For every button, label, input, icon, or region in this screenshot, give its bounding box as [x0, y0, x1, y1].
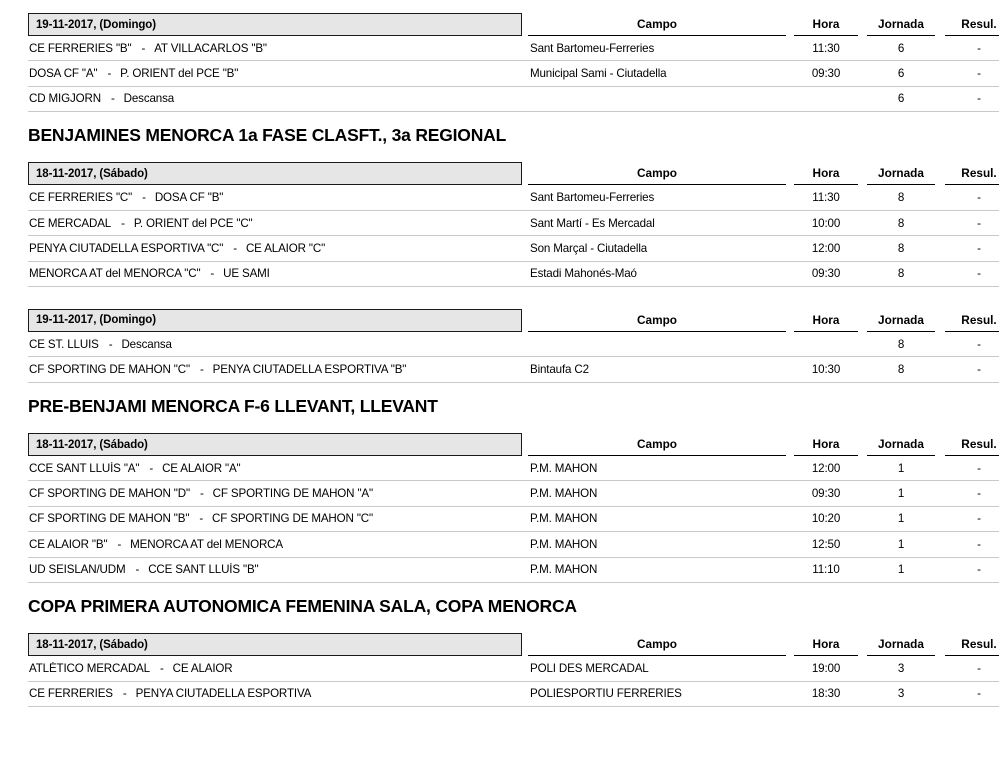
column-header-campo: Campo — [528, 17, 786, 36]
column-header-hora: Hora — [794, 166, 858, 185]
section-title: BENJAMINES MENORCA 1a FASE CLASFT., 3a REGIONAL — [28, 125, 507, 146]
section-title: PRE-BENJAMI MENORCA F-6 LLEVANT, LLEVANT — [28, 395, 438, 416]
resul-cell: - — [977, 337, 981, 351]
fixture-section — [0, 112, 999, 383]
jornada-cell: 6 — [897, 67, 905, 81]
hora-cell: 12:00 — [811, 461, 841, 475]
table-row — [28, 185, 999, 210]
jornada-cell: 8 — [897, 267, 905, 281]
match-separator: - — [121, 216, 125, 230]
home-team: CE FERRERIES "C" — [29, 191, 133, 205]
jornada-cell: 8 — [897, 191, 905, 205]
column-header-hora: Hora — [794, 17, 858, 36]
match-separator: - — [135, 563, 140, 577]
fixture-block — [0, 305, 999, 383]
away-team: Descansa — [121, 337, 172, 351]
match-separator: - — [110, 92, 115, 106]
block-spacer — [0, 287, 999, 305]
hora-cell: 10:00 — [811, 216, 841, 230]
match-separator: - — [142, 191, 146, 205]
campo-cell: P.M. MAHON — [530, 563, 598, 577]
resul-cell: - — [977, 363, 981, 377]
column-header-resul: Resul. — [945, 637, 999, 656]
fixture-block — [0, 158, 999, 287]
fixture-block — [0, 629, 999, 707]
resul-cell: - — [977, 487, 981, 501]
home-team: CF SPORTING DE MAHON "B" — [29, 512, 190, 526]
hora-cell: 09:30 — [811, 487, 841, 501]
home-team: ATLÉTICO MERCADAL — [29, 661, 150, 675]
campo-cell: Son Marçal - Ciutadella — [530, 241, 648, 255]
jornada-cell: 1 — [897, 487, 905, 501]
match-cell — [28, 538, 522, 551]
match-separator: - — [210, 267, 215, 281]
campo-cell: P.M. MAHON — [530, 512, 598, 526]
campo-cell: POLIESPORTIU FERRERIES — [530, 687, 682, 701]
resul-cell: - — [977, 687, 981, 701]
column-header-campo: Campo — [528, 166, 786, 185]
column-header-jornada: Jornada — [867, 637, 935, 656]
jornada-cell: 1 — [897, 461, 905, 475]
resul-cell: - — [977, 216, 981, 230]
table-row — [28, 36, 999, 61]
hora-cell: 18:30 — [811, 687, 841, 701]
date-header: 19-11-2017, (Domingo) — [28, 13, 522, 36]
top-spacer — [0, 0, 999, 9]
table-row — [28, 211, 999, 236]
table-row — [28, 532, 999, 557]
match-cell — [28, 512, 522, 525]
fixture-section — [0, 0, 999, 112]
jornada-cell: 8 — [897, 216, 905, 230]
column-header-jornada: Jornada — [867, 17, 935, 36]
jornada-cell: 1 — [897, 563, 905, 577]
match-separator: - — [159, 661, 164, 675]
hora-cell: 11:30 — [812, 191, 840, 205]
block-header — [0, 629, 999, 656]
match-separator: - — [149, 461, 154, 475]
match-cell — [28, 42, 522, 55]
match-cell — [28, 191, 522, 204]
home-team: CF SPORTING DE MAHON "C" — [29, 363, 190, 377]
campo-cell: Sant Bartomeu-Ferreries — [530, 41, 655, 55]
away-team: CF SPORTING DE MAHON "A" — [212, 487, 373, 501]
away-team: MENORCA AT del MENORCA — [130, 537, 283, 551]
table-row — [28, 332, 999, 357]
home-team: CE MERCADAL — [29, 216, 112, 230]
resul-cell: - — [977, 537, 981, 551]
resul-cell: - — [977, 67, 981, 81]
match-cell — [28, 338, 522, 351]
jornada-cell: 3 — [897, 661, 905, 675]
table-row — [28, 656, 999, 681]
campo-cell: P.M. MAHON — [530, 537, 598, 551]
block-header — [0, 9, 999, 36]
column-header-resul: Resul. — [945, 437, 999, 456]
resul-cell: - — [977, 563, 981, 577]
match-cell — [28, 217, 522, 230]
block-header — [0, 158, 999, 185]
away-team: AT VILLACARLOS "B" — [154, 41, 267, 55]
home-team: PENYA CIUTADELLA ESPORTIVA "C" — [29, 241, 224, 255]
jornada-cell: 3 — [897, 687, 905, 701]
table-row — [28, 357, 999, 382]
table-row — [28, 481, 999, 506]
jornada-cell: 1 — [897, 512, 905, 526]
campo-cell: Sant Martí - Es Mercadal — [530, 216, 655, 230]
jornada-cell: 6 — [897, 41, 905, 55]
resul-cell: - — [977, 41, 981, 55]
away-team: UE SAMI — [223, 267, 270, 281]
home-team: CF SPORTING DE MAHON "D" — [29, 487, 190, 501]
date-header: 18-11-2017, (Sábado) — [28, 633, 522, 656]
campo-cell: Bintaufa C2 — [530, 363, 589, 377]
campo-cell: P.M. MAHON — [530, 461, 598, 475]
fixture-rows — [0, 185, 999, 287]
home-team: CCE SANT LLUÍS "A" — [29, 461, 140, 475]
fixture-block — [0, 9, 999, 112]
block-header — [0, 429, 999, 456]
campo-cell: POLI DES MERCADAL — [530, 661, 649, 675]
resul-cell: - — [977, 661, 981, 675]
match-cell — [28, 363, 522, 376]
home-team: CE ALAIOR "B" — [29, 537, 108, 551]
away-team: PENYA CIUTADELLA ESPORTIVA "B" — [212, 363, 407, 377]
fixture-section — [0, 383, 999, 583]
fixture-block — [0, 429, 999, 583]
resul-cell: - — [977, 241, 981, 255]
column-header-hora: Hora — [794, 313, 858, 332]
hora-cell: 09:30 — [811, 267, 841, 281]
hora-cell: 10:30 — [811, 363, 841, 377]
match-cell — [28, 563, 522, 576]
match-separator: - — [199, 512, 204, 526]
column-header-resul: Resul. — [945, 17, 999, 36]
home-team: DOSA CF "A" — [29, 67, 98, 81]
jornada-cell: 6 — [897, 92, 905, 106]
home-team: MENORCA AT del MENORCA "C" — [29, 267, 201, 281]
match-separator: - — [117, 537, 122, 551]
column-header-jornada: Jornada — [867, 313, 935, 332]
fixture-rows — [0, 36, 999, 112]
campo-cell: Municipal Sami - Ciutadella — [530, 67, 667, 81]
match-separator: - — [199, 363, 204, 377]
campo-cell: Sant Bartomeu-Ferreries — [530, 191, 655, 205]
table-row — [28, 558, 999, 583]
column-header-jornada: Jornada — [867, 437, 935, 456]
match-cell — [28, 487, 522, 500]
date-header: 18-11-2017, (Sábado) — [28, 433, 522, 456]
away-team: P. ORIENT del PCE "B" — [120, 67, 239, 81]
match-cell — [28, 92, 522, 105]
resul-cell: - — [977, 461, 981, 475]
column-header-resul: Resul. — [945, 166, 999, 185]
hora-cell: 09:30 — [811, 67, 841, 81]
match-cell — [28, 462, 522, 475]
match-separator: - — [199, 487, 204, 501]
away-team: P. ORIENT del PCE "C" — [133, 216, 253, 230]
table-row — [28, 682, 999, 707]
match-cell — [28, 687, 522, 700]
fixture-rows — [0, 456, 999, 583]
date-header: 18-11-2017, (Sábado) — [28, 162, 522, 185]
column-header-campo: Campo — [528, 637, 786, 656]
jornada-cell: 8 — [897, 241, 905, 255]
column-header-campo: Campo — [528, 313, 786, 332]
away-team: CE ALAIOR "C" — [245, 241, 326, 255]
table-row — [28, 507, 999, 532]
hora-cell: 10:20 — [811, 512, 841, 526]
hora-cell: 11:30 — [812, 41, 840, 55]
column-header-campo: Campo — [528, 437, 786, 456]
away-team: DOSA CF "B" — [154, 191, 224, 205]
fixture-rows — [0, 656, 999, 707]
column-header-resul: Resul. — [945, 313, 999, 332]
resul-cell: - — [977, 512, 981, 526]
away-team: CE ALAIOR — [172, 661, 233, 675]
hora-cell: 11:10 — [812, 563, 840, 577]
away-team: PENYA CIUTADELLA ESPORTIVA — [135, 687, 312, 701]
match-separator: - — [141, 41, 146, 55]
home-team: CE FERRERIES "B" — [29, 41, 132, 55]
match-separator: - — [107, 67, 112, 81]
away-team: CE ALAIOR "A" — [162, 461, 241, 475]
resul-cell: - — [977, 267, 981, 281]
table-row — [28, 236, 999, 261]
away-team: CCE SANT LLUÍS "B" — [148, 563, 259, 577]
resul-cell: - — [977, 92, 981, 106]
column-header-jornada: Jornada — [867, 166, 935, 185]
resul-cell: - — [977, 191, 981, 205]
column-header-hora: Hora — [794, 637, 858, 656]
table-row — [28, 262, 999, 287]
match-cell — [28, 242, 522, 255]
campo-cell: Estadi Mahonés-Maó — [530, 267, 637, 281]
home-team: CE FERRERIES — [29, 687, 113, 701]
match-separator: - — [122, 687, 127, 701]
hora-cell: 12:50 — [811, 537, 841, 551]
hora-cell: 12:00 — [811, 241, 841, 255]
date-header: 19-11-2017, (Domingo) — [28, 309, 522, 332]
jornada-cell: 8 — [897, 363, 905, 377]
home-team: CD MIGJORN — [29, 92, 101, 106]
campo-cell: P.M. MAHON — [530, 487, 598, 501]
block-header — [0, 305, 999, 332]
table-row — [28, 61, 999, 86]
match-cell — [28, 67, 522, 80]
match-separator: - — [233, 241, 237, 255]
fixture-section — [0, 583, 999, 707]
hora-cell: 19:00 — [811, 661, 841, 675]
home-team: UD SEISLAN/UDM — [29, 563, 126, 577]
away-team: CF SPORTING DE MAHON "C" — [212, 512, 373, 526]
match-separator: - — [108, 337, 113, 351]
column-header-hora: Hora — [794, 437, 858, 456]
section-title: COPA PRIMERA AUTONOMICA FEMENINA SALA, COPA MENORCA — [28, 595, 577, 616]
home-team: CE ST. LLUIS — [29, 337, 99, 351]
away-team: Descansa — [123, 92, 175, 106]
match-cell — [28, 662, 522, 675]
table-row — [28, 87, 999, 112]
jornada-cell: 1 — [897, 537, 905, 551]
match-cell — [28, 267, 522, 280]
table-row — [28, 456, 999, 481]
fixture-rows — [0, 332, 999, 383]
jornada-cell: 8 — [897, 337, 905, 351]
